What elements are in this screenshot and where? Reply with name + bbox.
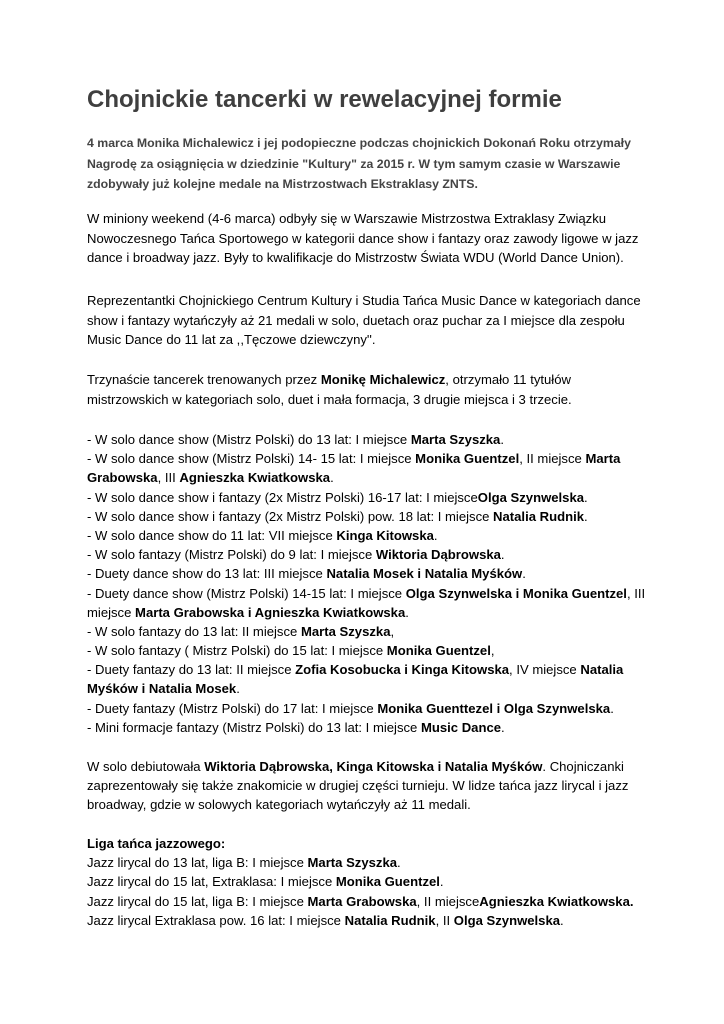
text-run: Jazz lirycal do 15 lat, Extraklasa: I miejsce [87,874,336,890]
trainer-text-end: , otrzymało 11 tytułów mistrzowskich w kategoriach solo, duet i mała formacja, 3 drugie miejsca i 3 trzecie. [87,372,572,407]
bold-text: Marta Szyszka [410,432,501,447]
results-line [87,699,647,718]
text-run: - W solo fantazy ( Mistrz Polski) do 15 lat: I miejsce [87,643,387,659]
text-run: broadway, gdzie w solowych kategoriach wytańczyły aż 11 medali. [87,797,471,813]
text-run: , III [626,585,646,601]
text-run: . [560,912,564,928]
bold-text: Olga Szynwelska [477,489,585,505]
text-run: - Mini formacje fantazy (Mistrz Polski) do 13 lat: I miejsce [87,719,421,735]
bold-text: Monika Guentzel [335,874,440,890]
bold-text: Marta [585,451,621,467]
results-line [87,603,647,622]
bold-text: Agnieszka Kwiatkowska. [479,893,634,909]
text-run: zaprezentowały się także znakomicie w drugiej części turnieju. W lidze tańca jazz lirycal i jazz [87,778,629,794]
results-line [87,584,647,603]
text-run: W solo debiutowała [87,759,205,774]
bold-text: Olga Szynwelska [453,912,561,928]
text-run: . [397,855,401,871]
para4-line [87,757,647,776]
article-title: Chojnickie tancerki w rewelacyjnej formie [87,86,562,113]
bold-text: Marta Szyszka [300,623,391,639]
text-run: . [439,874,444,890]
results-line [87,468,647,487]
text-run: , IV miejsce [509,662,581,678]
results-line [87,660,647,679]
text-run: - Duety dance show (Mistrz Polski) 14-15 lat: I miejsce [87,585,406,601]
text-run: - W solo fantazy do 13 lat: II miejsce [87,623,301,639]
bold-text: Olga Szynwelska i Monika Guentzel [405,585,627,601]
league-line [87,892,647,911]
text-run: . [501,719,505,735]
text-run: - W solo dance show (Mistrz Polski) 14- 15 lat: I miejsce [87,451,416,467]
text-run: , II [435,912,454,928]
bold-text: Myśków i Natalia Mosek [87,681,237,697]
bold-text: Monika Guentzel [415,451,520,467]
text-run: . [405,604,409,620]
text-run: miejsce [87,604,136,620]
bold-text: Agnieszka Kwiatkowska [179,470,331,486]
bold-text: Grabowska [87,470,158,486]
results-line [87,526,647,545]
text-run: Jazz lirycal Extraklasa pow. 16 lat: I miejsce [87,912,345,928]
bold-text: Natalia Rudnik [493,508,584,524]
paragraph-championship: W miniony weekend (4-6 marca) odbyły się w Warszawie Mistrzostwa Extraklasy Związku Nowoczesnego Tańca Sportowego w kategorii dance show i fantazy oraz zawody ligowe w jazz dance i broadway jazz. Były to kwalifikacje do Mistrzostw Świata WDU (World Dance Union). [87,211,639,265]
league-line [87,853,647,872]
results-line [87,545,647,564]
results-line [87,718,647,737]
text-run: . [522,566,526,582]
bold-text: Kinga Kitowska [336,527,434,543]
lead-paragraph: 4 marca Monika Michalewicz i jej podopieczne podczas chojnickich Dokonań Roku otrzymały Nagrodę za osiągnięcia w dziedzinie "Kultury" za 2015 r. W tym samym czasie w Warszawie zdobywały już kolejne medale na Mistrzostwach Ekstraklasy ZNTS. [87,136,631,191]
text-run: . [584,508,588,524]
text-run: - W solo fantazy (Mistrz Polski) do 9 lat: I miejsce [87,547,376,563]
results-line [87,564,647,583]
results-line [87,622,647,641]
text-run: - W solo dance show i fantazy (2x Mistrz Polski) 16-17 lat: I miejsce [87,489,478,505]
bold-text: Liga tańca jazzowego: [87,836,226,851]
text-run: . [584,489,588,505]
results-line [87,449,647,468]
para4-line [87,776,647,795]
paragraph-trainer [87,370,647,409]
text-run: . [610,700,614,716]
bold-text: Marta Grabowska [307,893,417,909]
text-run: Jazz lirycal do 13 lat, liga B: I miejsce [87,855,308,871]
text-run: , II miejsce [519,451,586,467]
text-run: , II miejsce [416,893,480,909]
bold-text: Monika Guentzel [386,643,491,659]
bold-text: Wiktoria Dąbrowska, Kinga Kitowska i Natalia Myśków [204,759,543,774]
bold-text: Zofia Kosobucka i Kinga Kitowska [295,662,510,678]
bold-text: Wiktoria Dąbrowska [375,547,501,563]
text-run: . [433,527,438,543]
trainer-name: Monikę Michalewicz [320,372,446,387]
text-run: , [390,623,395,639]
bold-text: Monika Guenttezel i Olga Szynwelska [377,700,611,716]
text-run: - Duety fantazy (Mistrz Polski) do 17 lat: I miejsce [87,700,378,716]
text-run: - Duety dance show do 13 lat: III miejsce [87,566,327,582]
text-run: . [330,470,334,486]
text-run: - Duety fantazy do 13 lat: II miejsce [87,662,296,678]
bold-text: Natalia Mosek i Natalia Myśków [326,566,523,582]
results-list [87,430,647,737]
text-run: - W solo dance show do 11 lat: VII miejsce [87,527,337,543]
text-run: , III [157,470,180,486]
text-run: . Chojniczanki [542,759,624,774]
text-run: . [500,547,505,563]
text-run: , [490,643,495,659]
text-run: Jazz lirycal do 15 lat, liga B: I miejsce [87,893,308,909]
text-run: - W solo dance show i fantazy (2x Mistrz Polski) pow. 18 lat: I miejsce [87,508,494,524]
bold-text: Natalia [580,662,624,678]
results-line [87,641,647,660]
bold-text: Marta Szyszka [307,855,398,871]
results-line [87,507,647,526]
text-run: . [500,432,504,447]
bold-text: Marta Grabowska i Agnieszka Kwiatkowska [135,604,406,620]
results-line [87,679,647,698]
bold-text: Music Dance [420,719,502,735]
results-line [87,430,647,449]
trainer-text-start: Trzynaście tancerek trenowanych przez [87,372,321,387]
text-run: . [236,681,240,697]
bold-text: Natalia Rudnik [344,912,436,928]
results-line [87,488,647,507]
paragraph-debut [87,757,647,815]
league-line [87,911,647,930]
text-run: - W solo dance show (Mistrz Polski) do 13 lat: I miejsce [87,432,411,447]
paragraph-medals: Reprezentantki Chojnickiego Centrum Kultury i Studia Tańca Music Dance w kategoriach dance show i fantazy wytańczyły aż 21 medali w solo, duetach oraz puchar za I miejsce dla zespołu Music Dance do 11 lat za ,,Tęczowe dziewczyny''. [87,293,641,347]
para4-line [87,795,647,814]
jazz-league-section [87,834,647,930]
league-line [87,872,647,891]
league-line [87,834,647,853]
